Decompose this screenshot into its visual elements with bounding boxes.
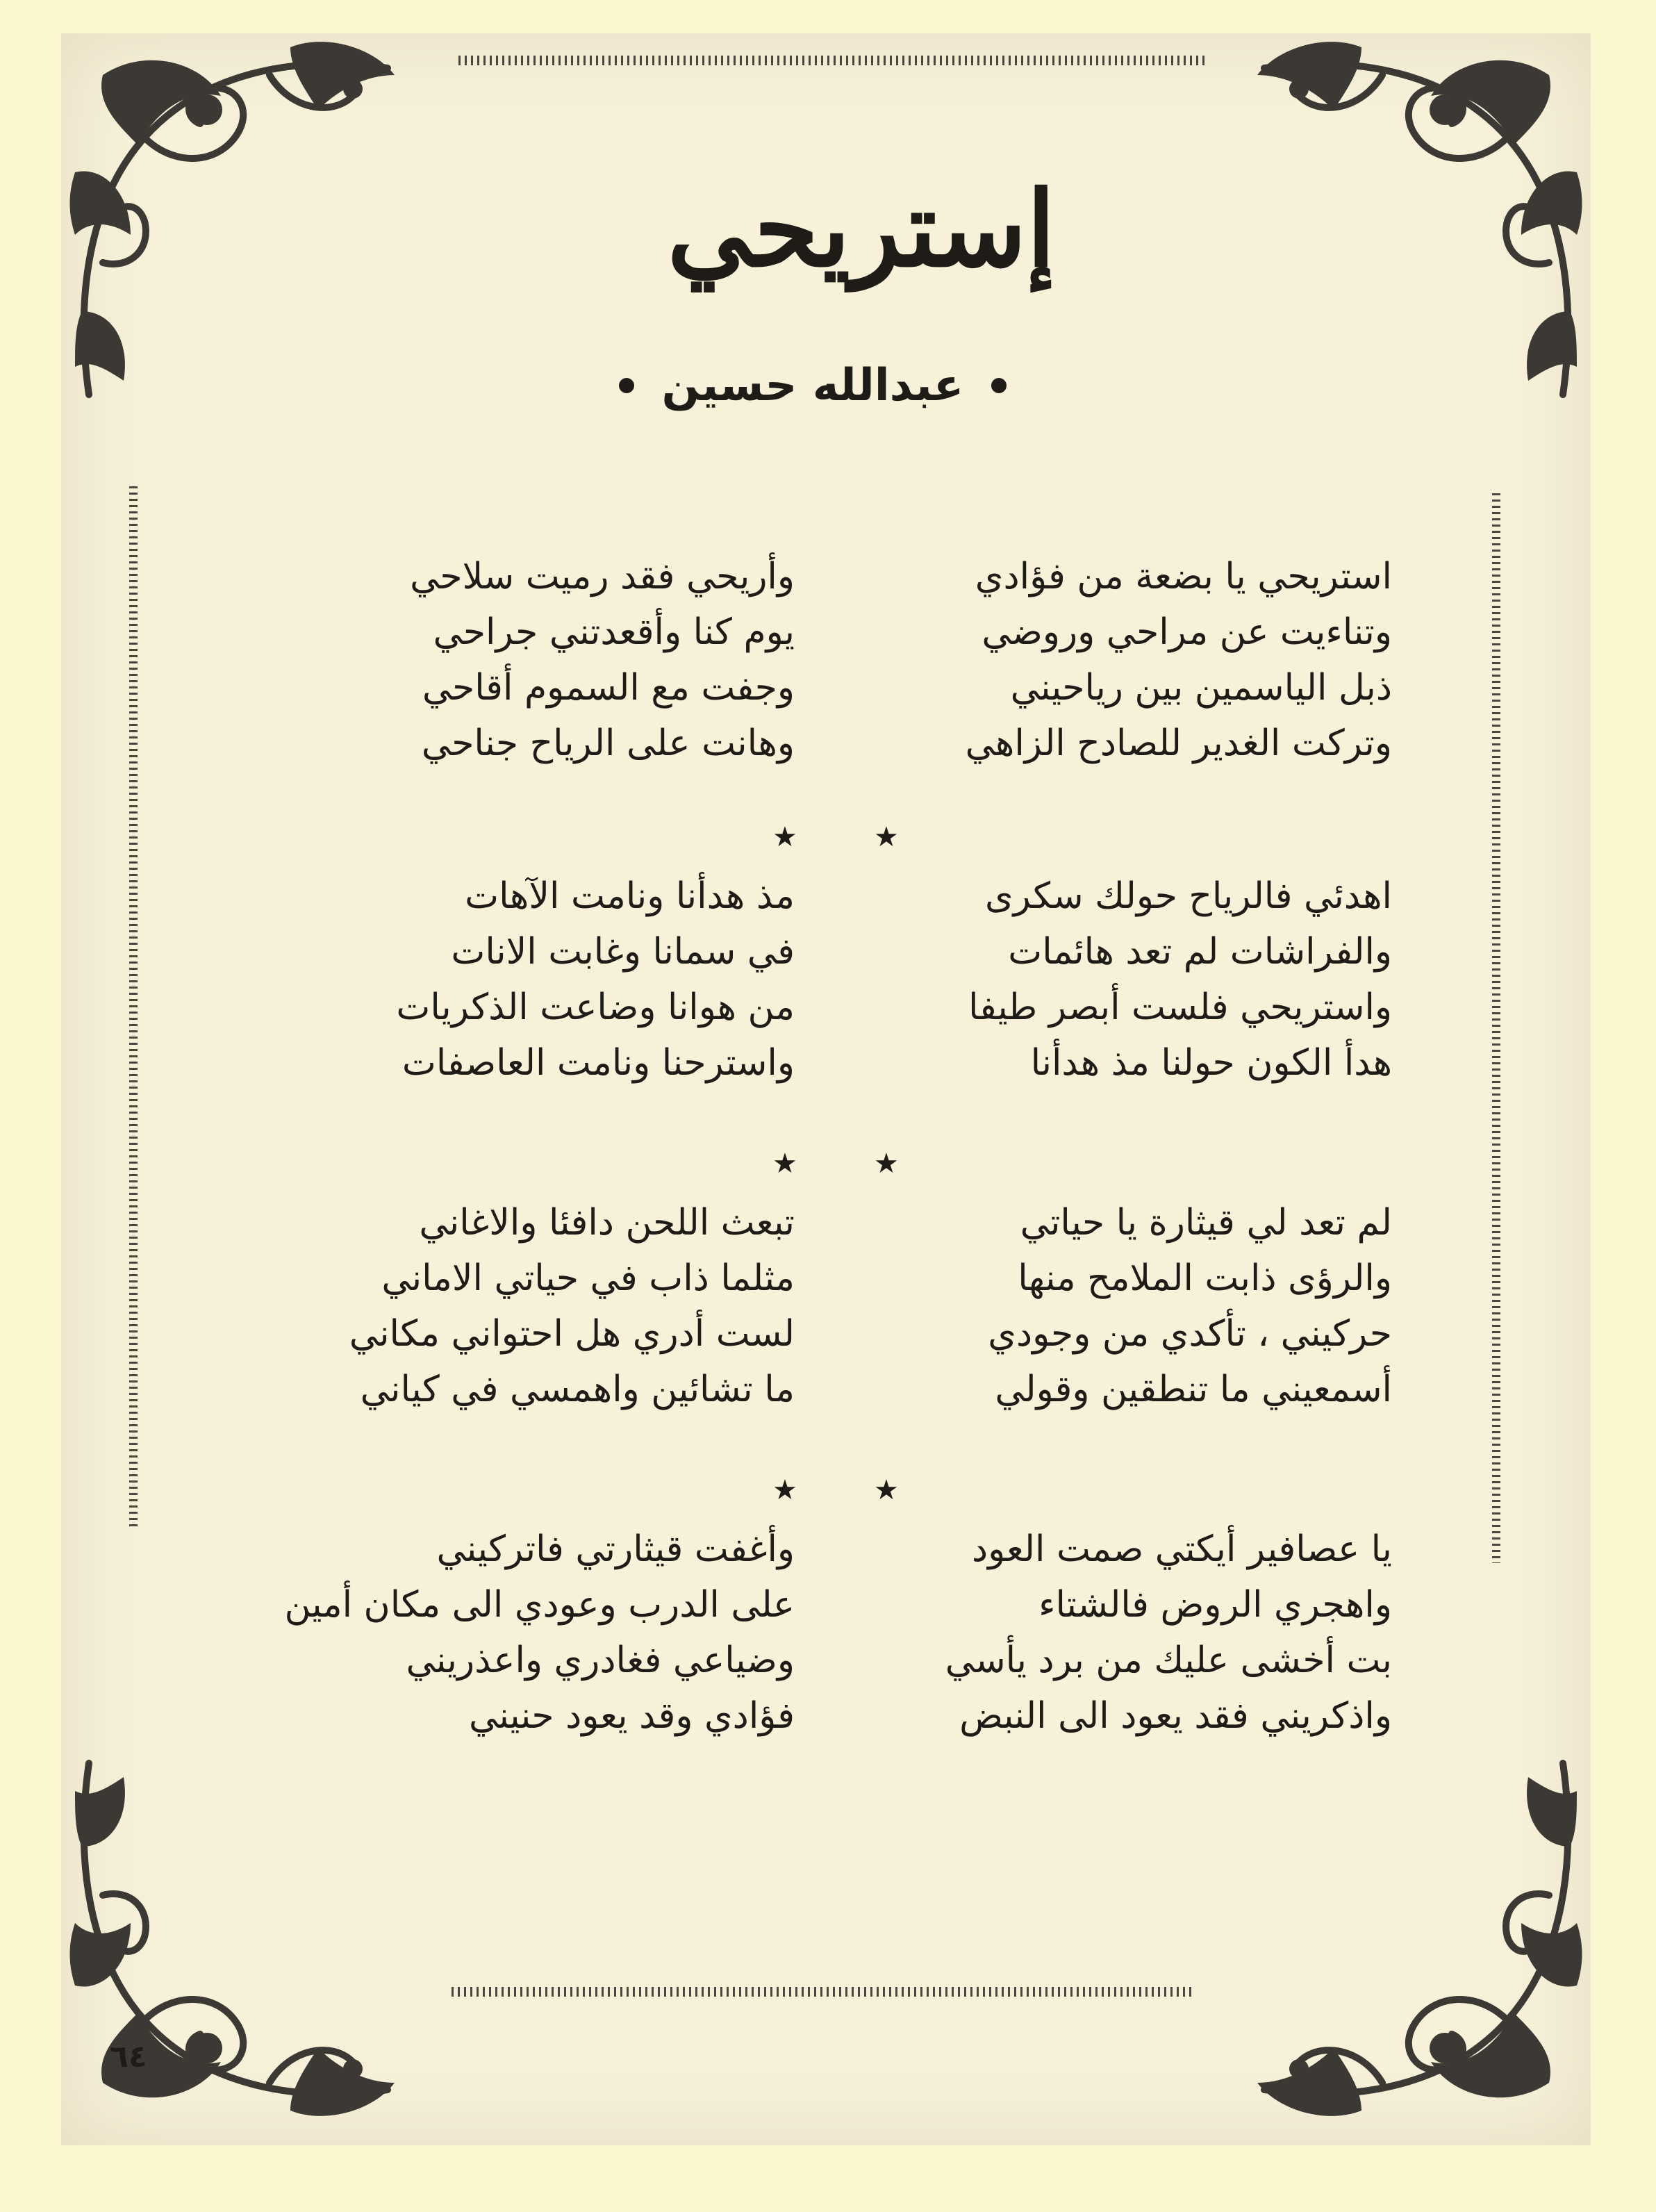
verse-line: لست أدري هل احتواني مكاني xyxy=(349,1313,795,1355)
ornament-corner-top-left xyxy=(61,33,436,422)
verse-line: ما تشائين واهمسي في كياني xyxy=(360,1369,795,1410)
verse-line: على الدرب وعودي الى مكان أمين xyxy=(284,1584,795,1626)
verse-line: بت أخشى عليك من برد يأسي xyxy=(945,1640,1392,1681)
right-dotted-rule xyxy=(1492,493,1500,1563)
stanza-2-left xyxy=(253,868,795,1091)
verse-line: تبعث اللحن دافئا والاغاني xyxy=(419,1202,795,1244)
stanza-4-right xyxy=(850,1521,1392,1744)
verse-line: اهدئي فالرياح حولك سكرى xyxy=(984,875,1392,917)
star-separator-icon: ★ xyxy=(772,1148,797,1180)
verse-line: ذبل الياسمين بين رياحيني xyxy=(1010,667,1392,709)
verse-line: يا عصافير أيكتي صمت العود xyxy=(972,1528,1392,1570)
verse-line: مثلما ذاب في حياتي الاماني xyxy=(381,1257,795,1299)
verse-line: وأريحي فقد رميت سلاحي xyxy=(410,556,795,597)
star-separator-icon: ★ xyxy=(874,1148,899,1180)
verse-line: حركيني ، تأكدي من وجودي xyxy=(988,1313,1392,1355)
floral-ornament-icon xyxy=(1216,33,1591,422)
star-separator-icon: ★ xyxy=(772,1474,797,1506)
page-number: ٦٤ xyxy=(110,2039,147,2074)
bullet-dot-icon xyxy=(991,378,1007,393)
stanza-2-right xyxy=(850,868,1392,1091)
stanza-1-right xyxy=(850,549,1392,771)
verse-line: واهجري الروض فالشتاء xyxy=(1038,1584,1392,1626)
verse-line: وجفت مع السموم أقاحي xyxy=(422,667,795,709)
top-dotted-rule xyxy=(458,56,1209,65)
verse-line: والرؤى ذابت الملامح منها xyxy=(1018,1257,1392,1299)
stanza-3-left xyxy=(253,1195,795,1417)
author-line xyxy=(500,358,1125,413)
ornament-corner-top-right xyxy=(1216,33,1591,422)
verse-line: لم تعد لي قيثارة يا حياتي xyxy=(1020,1202,1392,1244)
verse-line: وتركت الغدير للصادح الزاهي xyxy=(965,723,1392,764)
left-dotted-rule xyxy=(129,486,138,1528)
verse-line: من هوانا وضاعت الذكريات xyxy=(396,987,795,1028)
verse-line: استريحي يا بضعة من فؤادي xyxy=(975,556,1392,597)
verse-line: فؤادي وقد يعود حنيني xyxy=(468,1695,795,1737)
author-name: عبدالله حسين xyxy=(661,360,964,411)
stanza-3-right xyxy=(850,1195,1392,1417)
star-separator-icon: ★ xyxy=(772,821,797,853)
verse-line: هدأ الكون حولنا مذ هدأنا xyxy=(1030,1042,1392,1084)
verse-line: وأغفت قيثارتي فاتركيني xyxy=(436,1528,795,1570)
verse-line: واذكريني فقد يعود الى النبض xyxy=(959,1695,1392,1737)
verse-line: أسمعيني ما تنطقين وقولي xyxy=(995,1369,1392,1410)
verse-line: مذ هدأنا ونامت الآهات xyxy=(465,875,795,917)
verse-line: وضياعي فغادري واعذريني xyxy=(406,1640,795,1681)
floral-ornament-icon xyxy=(1216,1735,1591,2124)
bullet-dot-icon xyxy=(619,378,634,393)
poem-title: إستريحي xyxy=(667,168,1056,290)
verse-line: وهانت على الرياح جناحي xyxy=(421,723,795,764)
verse-line: واستريحي فلست أبصر طيفا xyxy=(968,987,1392,1028)
stanza-4-left xyxy=(253,1521,795,1744)
verse-line: يوم كنا وأقعدتني جراحي xyxy=(433,611,795,653)
verse-line: والفراشات لم تعد هائمات xyxy=(1008,931,1392,973)
star-separator-icon: ★ xyxy=(874,1474,899,1506)
verse-line: واسترحنا ونامت العاصفات xyxy=(401,1042,795,1084)
verse-line: وتناءيت عن مراحي وروضي xyxy=(982,611,1392,653)
ornament-corner-bottom-right xyxy=(1216,1735,1591,2124)
star-separator-icon: ★ xyxy=(874,821,899,853)
verse-line: في سمانا وغابت الانات xyxy=(451,931,795,973)
floral-ornament-icon xyxy=(61,33,436,422)
stanza-1-left xyxy=(253,549,795,771)
bottom-dotted-rule xyxy=(452,1987,1195,1997)
